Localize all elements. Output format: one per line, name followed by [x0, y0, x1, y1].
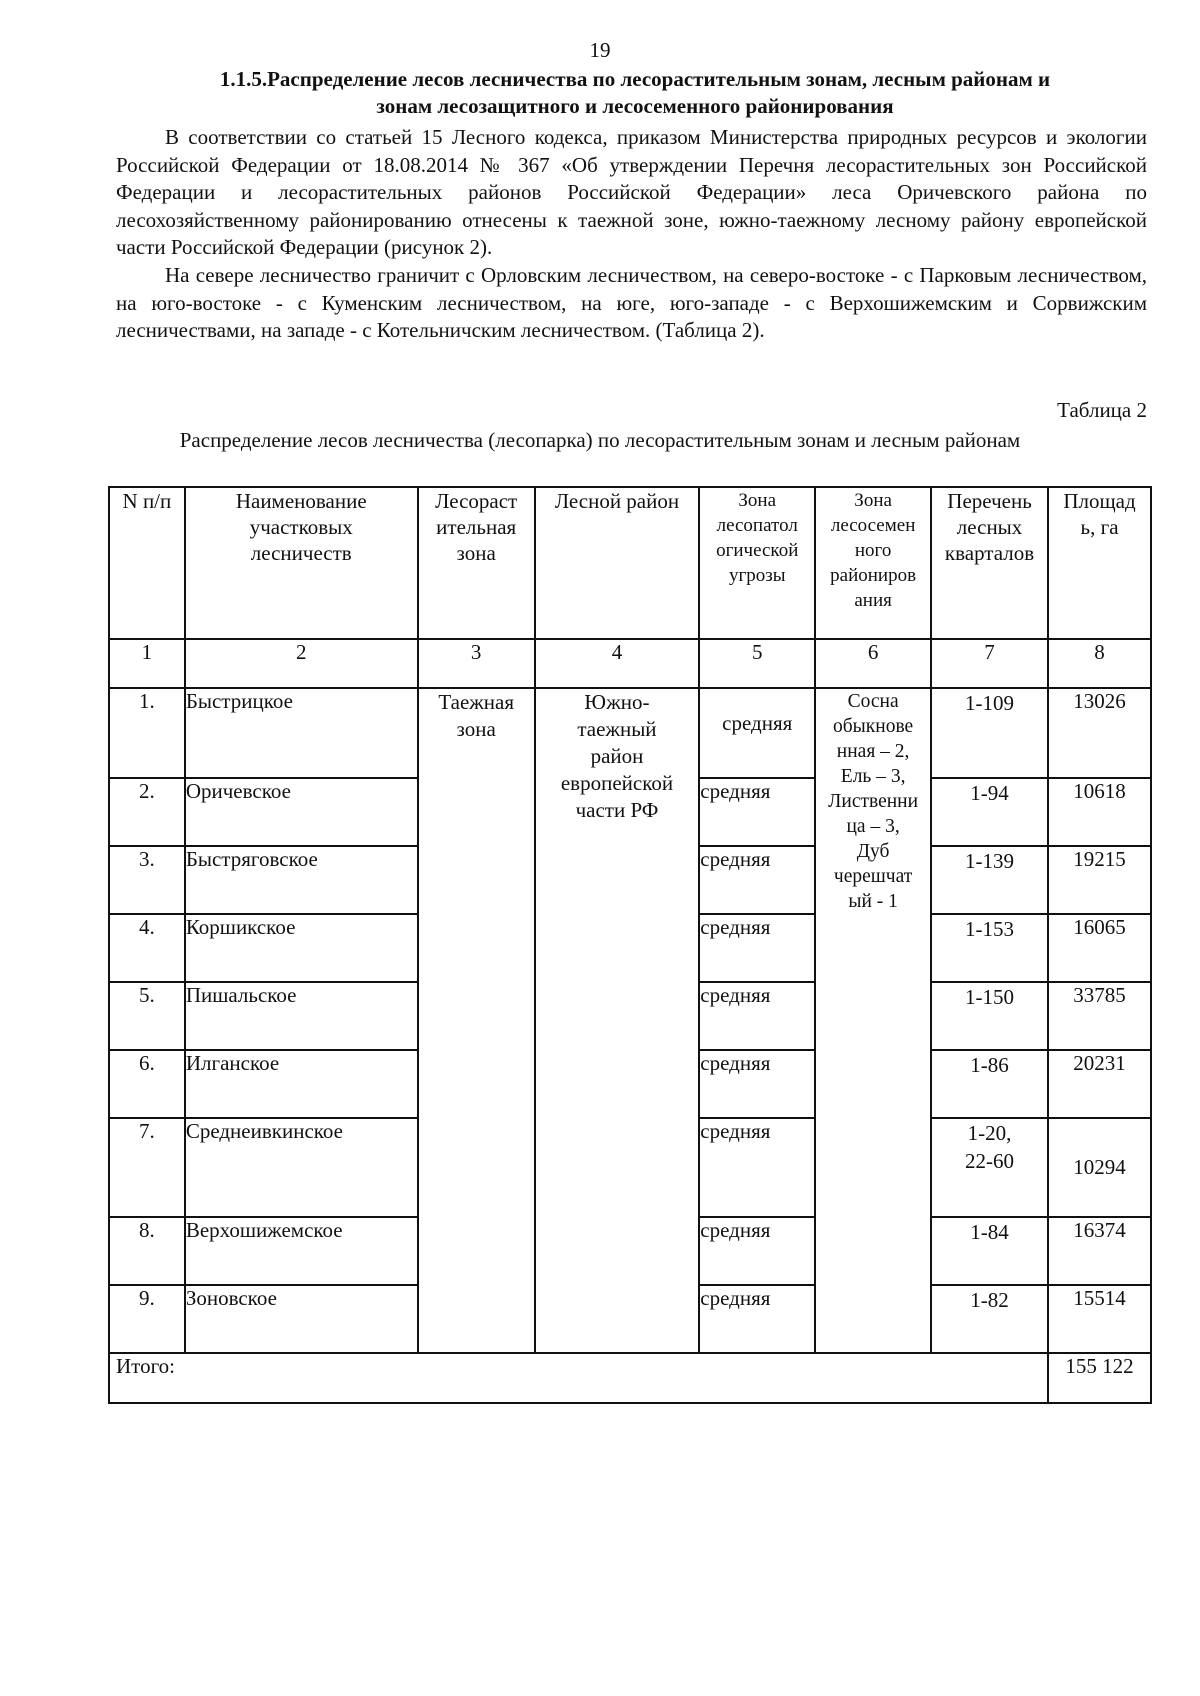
paragraph-legislation: В соответствии со статьей 15 Лесного кодекса, приказом Министерства природных ресурсов и экологии Российской Федерации от 18.08.2014 № 367 «Об утверждении Перечня лесорастительных зон Российской Федерации и лесорастительных районов Российской Федерации» леса Оричевского района по лесохозяйственному районированию отнесены к таежной зоне, южно-таежному лесному району европейской части Российской Федерации (рисунок 2).	[116, 125, 1147, 259]
heading-line-2: зонам лесозащитного и лесосеменного районирования	[376, 94, 894, 118]
quarters-list: 1-86	[931, 1050, 1048, 1118]
area-ha: 10294	[1048, 1118, 1151, 1217]
area-ha: 19215	[1048, 846, 1151, 914]
seed-zone-cell	[815, 688, 931, 1353]
table-caption: Таблица 2	[1057, 398, 1147, 422]
row-number: 8.	[109, 1217, 185, 1285]
header-text: лесосемен	[830, 515, 916, 536]
threat-level: средняя	[699, 1050, 815, 1118]
area-ha: 20231	[1048, 1050, 1151, 1118]
area-ha: 15514	[1048, 1285, 1151, 1353]
header-cell-threat-zone	[699, 487, 815, 639]
header-text: участковых	[249, 515, 353, 539]
forestry-name: Быстрицкое	[185, 688, 418, 778]
column-number: 3	[418, 639, 535, 688]
row-number: 2.	[109, 778, 185, 846]
forestry-name: Верхошижемское	[185, 1217, 418, 1285]
column-number: 7	[931, 639, 1048, 688]
region-text: части РФ	[575, 798, 659, 822]
quarters-list: 1-82	[931, 1285, 1048, 1353]
quarters-list	[931, 1118, 1048, 1217]
header-text: ного	[854, 540, 892, 561]
header-cell-forest-region	[535, 487, 700, 639]
header-text: огической	[716, 540, 799, 561]
section-heading	[140, 66, 1130, 120]
header-cell-seed-zone	[815, 487, 931, 639]
area-ha: 10618	[1048, 778, 1151, 846]
area-ha: 16374	[1048, 1217, 1151, 1285]
header-cell-area	[1048, 487, 1151, 639]
seed-text: Лиственни	[828, 791, 919, 812]
area-ha: 13026	[1048, 688, 1151, 778]
header-text: Зона	[854, 490, 892, 511]
threat-level: средняя	[699, 688, 815, 778]
threat-level: средняя	[699, 1217, 815, 1285]
header-text: Зона	[738, 490, 777, 511]
header-cell-quarters	[931, 487, 1048, 639]
column-number-row	[109, 639, 1151, 688]
quarters-list: 1-94	[931, 778, 1048, 846]
header-cell-forest-zone	[418, 487, 535, 639]
quarters-list: 1-150	[931, 982, 1048, 1050]
zone-text: Таежная	[438, 690, 515, 714]
header-text: угрозы	[728, 565, 786, 586]
region-text: район	[590, 744, 644, 768]
total-row	[109, 1353, 1151, 1403]
seed-text: Дуб	[856, 841, 890, 862]
seed-text: нная – 2,	[836, 741, 910, 762]
header-text: N п/п	[122, 489, 172, 513]
header-text: Лесной район	[554, 489, 680, 513]
table-header-row	[109, 487, 1151, 639]
forestry-name: Среднеивкинское	[185, 1118, 418, 1217]
threat-level: средняя	[699, 778, 815, 846]
area-ha: 16065	[1048, 914, 1151, 982]
quarters-line: 1-20,	[967, 1121, 1012, 1145]
threat-level: средняя	[699, 1118, 815, 1217]
threat-level: средняя	[699, 982, 815, 1050]
threat-level: средняя	[699, 846, 815, 914]
heading-line-1: 1.1.5.Распределение лесов лесничества по лесорастительным зонам, лесным районам и	[219, 67, 1051, 91]
row-number: 1.	[109, 688, 185, 778]
header-text: лесничеств	[250, 541, 352, 565]
forestry-name: Оричевское	[185, 778, 418, 846]
forest-zones-table	[108, 486, 1152, 1404]
table-row	[109, 688, 1151, 778]
quarters-line: 22-60	[965, 1149, 1015, 1173]
column-number: 5	[699, 639, 815, 688]
forest-region-cell	[535, 688, 700, 1353]
forestry-name: Пишальское	[185, 982, 418, 1050]
forestry-name: Быстряговское	[185, 846, 418, 914]
header-text: кварталов	[944, 541, 1035, 565]
header-text: ь, га	[1080, 515, 1119, 539]
header-text: зона	[456, 541, 496, 565]
column-number: 8	[1048, 639, 1151, 688]
seed-text: Ель – 3,	[840, 766, 906, 787]
paragraph-borders: На севере лесничество граничит с Орловским лесничеством, на северо-востоке - с Парковым лесничеством, на юго-востоке - с Куменским лесничеством, на юге, юго-западе - с Верхошижемским и Сорвижским лесничествами, на западе - с Котельничским лесничеством. (Таблица 2).	[116, 263, 1147, 342]
header-text: ительная	[436, 515, 517, 539]
seed-text: ый - 1	[848, 891, 898, 912]
column-number: 2	[185, 639, 418, 688]
header-text: ания	[854, 590, 892, 611]
seed-text: обыкнове	[833, 716, 914, 737]
quarters-list: 1-153	[931, 914, 1048, 982]
row-number: 9.	[109, 1285, 185, 1353]
row-number: 7.	[109, 1118, 185, 1217]
header-text: лесопатол	[716, 515, 798, 536]
header-text: Площад	[1063, 489, 1136, 513]
row-number: 5.	[109, 982, 185, 1050]
quarters-list: 1-139	[931, 846, 1048, 914]
forestry-name: Зоновское	[185, 1285, 418, 1353]
region-text: европейской	[560, 771, 674, 795]
forestry-name: Коршикское	[185, 914, 418, 982]
forestry-name: Илганское	[185, 1050, 418, 1118]
threat-level: средняя	[699, 1285, 815, 1353]
seed-text: Сосна	[847, 691, 899, 712]
header-text: Перечень	[947, 489, 1032, 513]
column-number: 1	[109, 639, 185, 688]
header-text: Лесораст	[435, 489, 518, 513]
header-text: райониров	[830, 565, 917, 586]
region-text: Южно-	[584, 690, 650, 714]
header-text: Наименование	[235, 489, 367, 513]
area-ha: 33785	[1048, 982, 1151, 1050]
zone-text: зона	[456, 717, 496, 741]
header-text: лесных	[956, 515, 1023, 539]
row-number: 4.	[109, 914, 185, 982]
row-number: 3.	[109, 846, 185, 914]
threat-level: средняя	[699, 914, 815, 982]
total-area: 155 122	[1048, 1353, 1151, 1403]
total-label: Итого:	[109, 1353, 1048, 1403]
seed-text: ца – 3,	[846, 816, 900, 837]
header-cell-name	[185, 487, 418, 639]
table-title: Распределение лесов лесничества (лесопарка) по лесорастительным зонам и лесным районам	[179, 428, 1021, 452]
column-number: 4	[535, 639, 700, 688]
quarters-list: 1-84	[931, 1217, 1048, 1285]
row-number: 6.	[109, 1050, 185, 1118]
page-number: 19	[589, 38, 611, 62]
column-number: 6	[815, 639, 931, 688]
forest-zone-cell	[418, 688, 535, 1353]
quarters-list: 1-109	[931, 688, 1048, 778]
header-cell-number	[109, 487, 185, 639]
region-text: таежный	[577, 717, 657, 741]
seed-text: черешчат	[833, 866, 913, 887]
